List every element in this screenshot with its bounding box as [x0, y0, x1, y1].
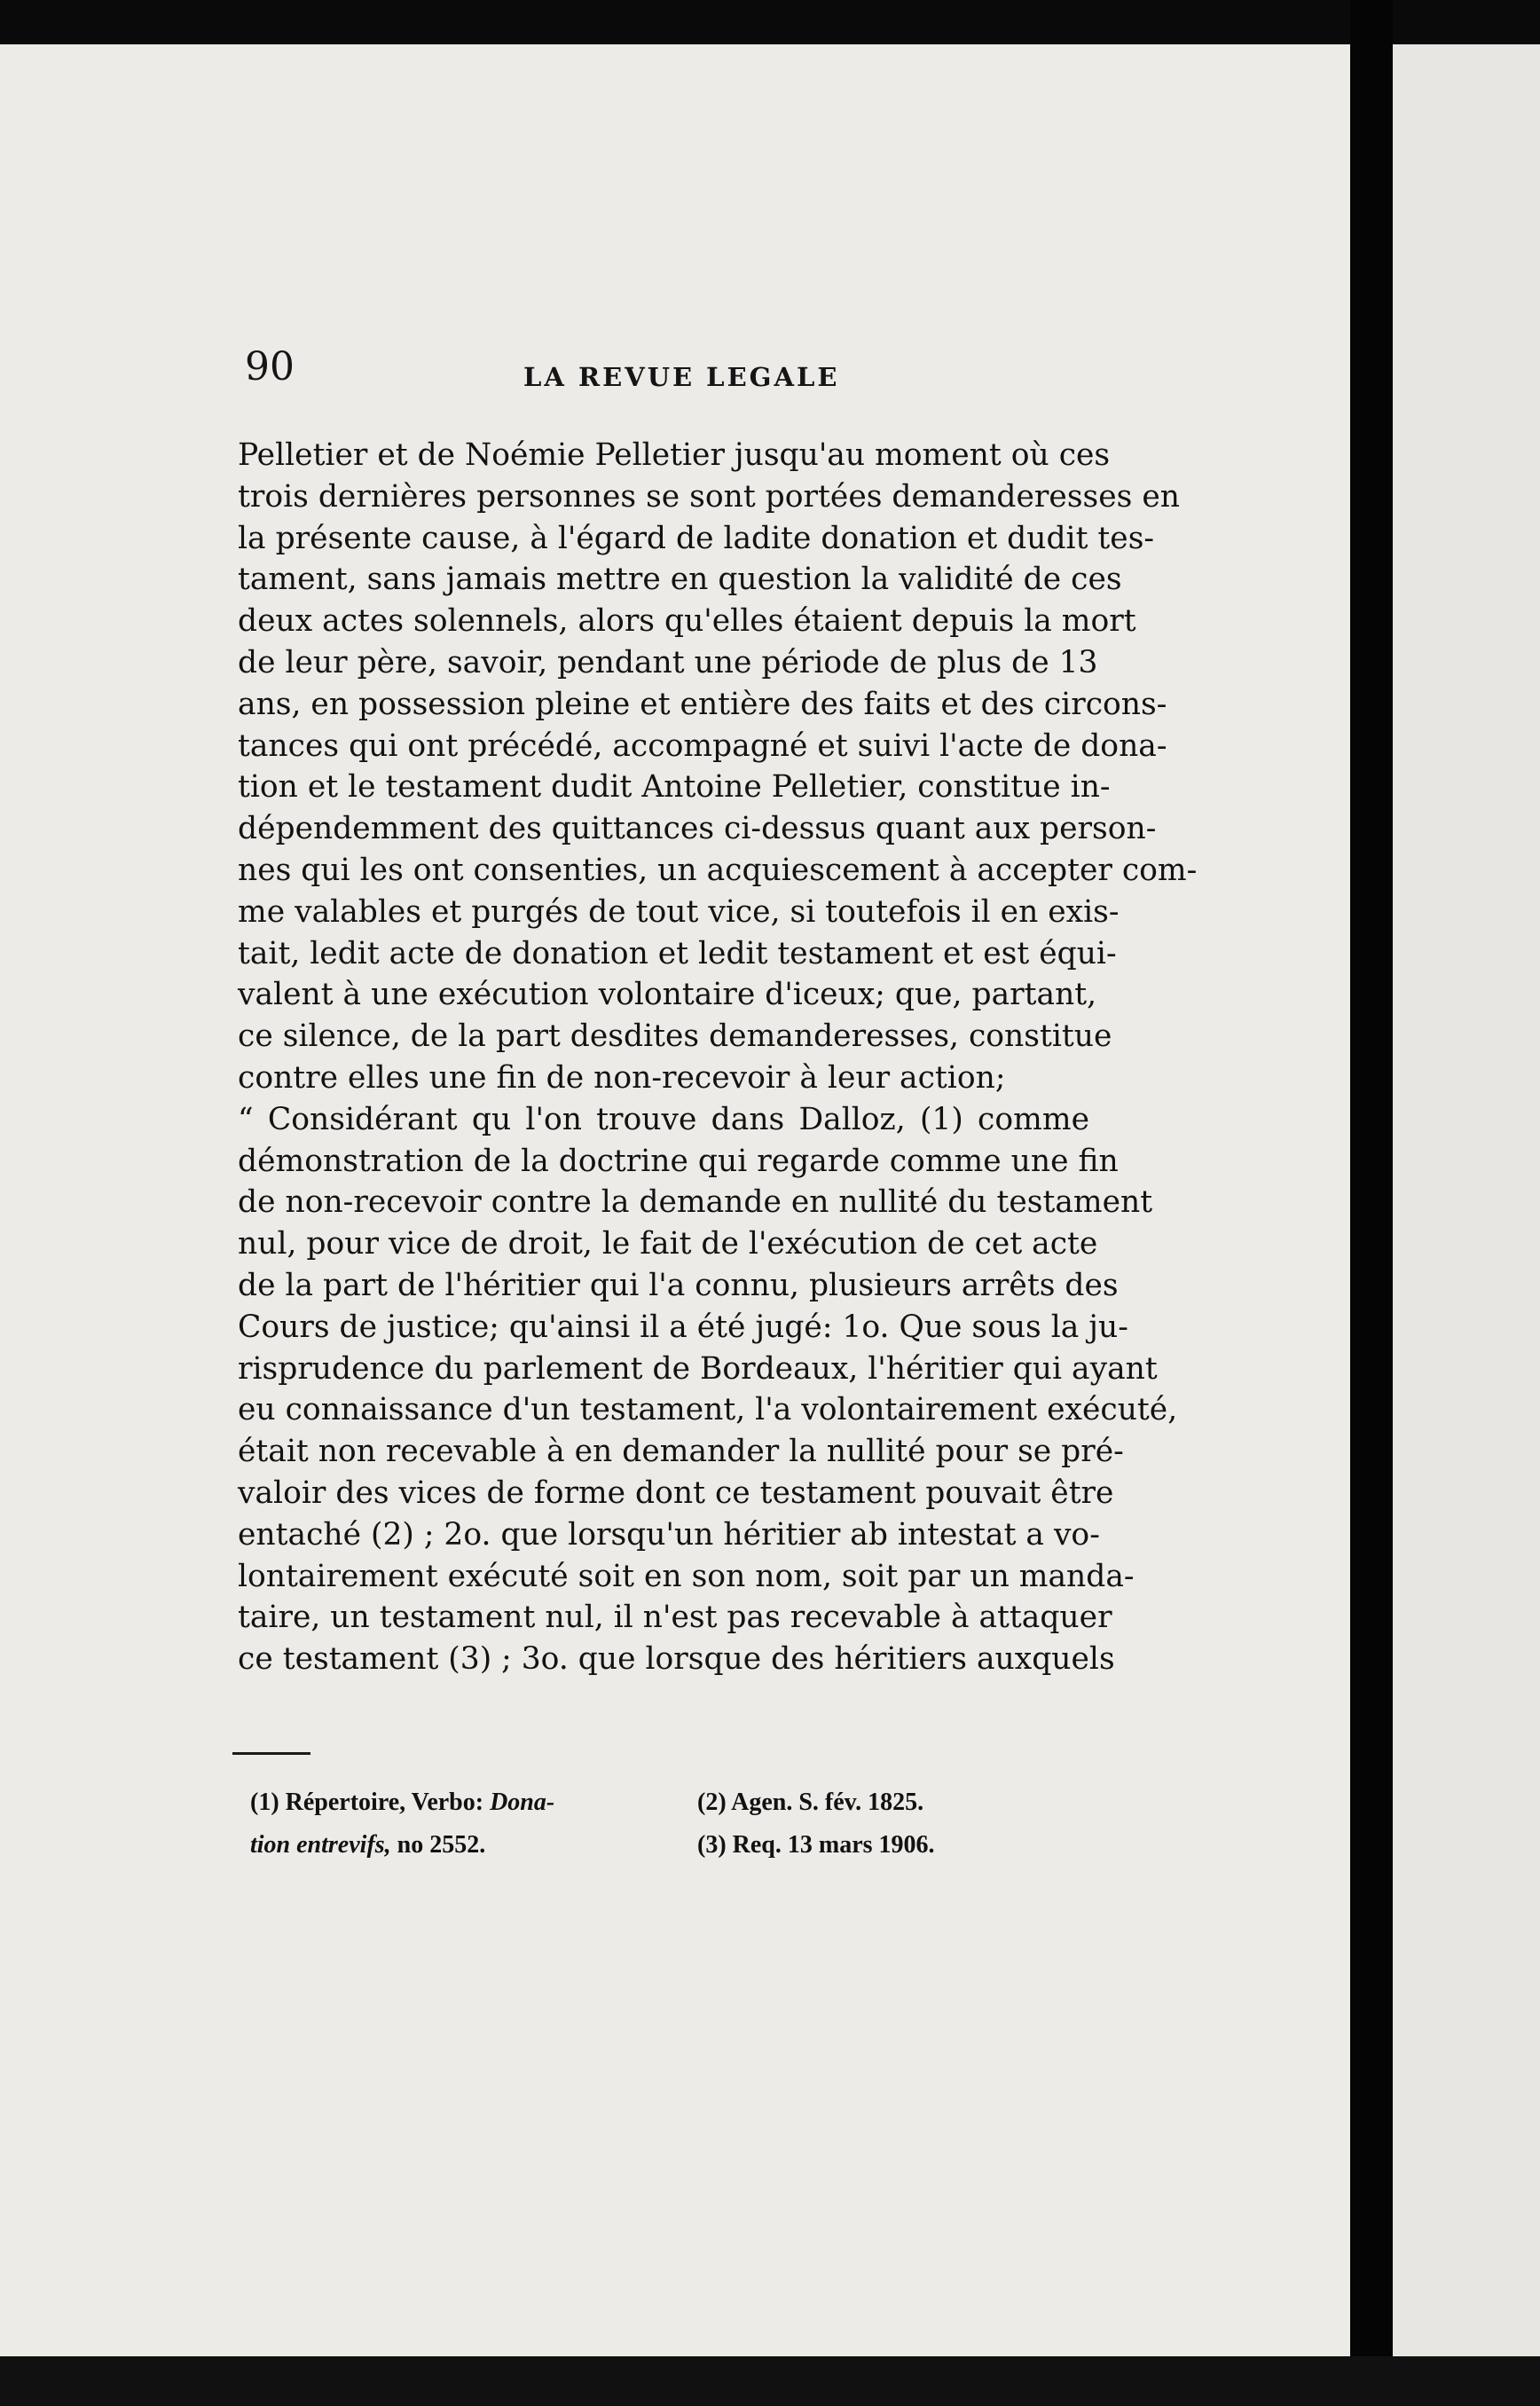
- text-line: dépendemment des quittances ci-dessus quant aux person-: [238, 811, 1157, 847]
- page-number: 90: [245, 344, 295, 389]
- text-line: eu connaissance d'un testament, l'a volontairement exécuté,: [238, 1392, 1178, 1428]
- footnote-1: [250, 1781, 676, 1867]
- facing-page-edge: [1393, 44, 1540, 2356]
- text-line: tament, sans jamais mettre en question la validité de ces: [238, 562, 1122, 598]
- text-line: tances qui ont précédé, accompagné et suivi l'acte de dona-: [238, 727, 1167, 764]
- footnote-2: (2) Agen. S. fév. 1825.: [697, 1789, 924, 1816]
- text-line: lontairement exécuté soit en son nom, soit par un manda-: [238, 1558, 1135, 1594]
- text-line: Pelletier et de Noémie Pelletier jusqu'au moment où ces: [238, 437, 1111, 473]
- text-line: tion et le testament dudit Antoine Pelletier, constitue in-: [238, 769, 1111, 806]
- text-line: taire, un testament nul, il n'est pas recevable à attaquer: [238, 1600, 1112, 1636]
- text-line: entaché (2) ; 2o. que lorsqu'un héritier ab intestat a vo-: [238, 1516, 1100, 1553]
- text-line: nes qui les ont consenties, un acquiescement à accepter com-: [238, 852, 1198, 888]
- text-line: valoir des vices de forme dont ce testament pouvait être: [238, 1474, 1114, 1511]
- footnote-3: (3) Req. 13 mars 1906.: [697, 1831, 935, 1859]
- text-line: tait, ledit acte de donation et ledit testament et est équi-: [238, 935, 1117, 971]
- text-line: me valables et purgés de tout vice, si toutefois il en exis-: [238, 893, 1120, 930]
- scan-border-bottom: [0, 2356, 1540, 2406]
- text-line: ans, en possession pleine et entière des faits et des circons-: [238, 686, 1167, 722]
- scan-border-top: [0, 0, 1540, 44]
- text-line: de la part de l'héritier qui l'a connu, plusieurs arrêts des: [238, 1267, 1119, 1303]
- text-line: était non recevable à en demander la nullité pour se pré-: [238, 1434, 1124, 1470]
- body-text: [238, 435, 1198, 1680]
- text-line: démonstration de la doctrine qui regarde comme une fin: [238, 1143, 1119, 1179]
- footnote-1-suffix: no 2552.: [390, 1831, 486, 1859]
- text-line: la présente cause, à l'égard de ladite donation et dudit tes-: [238, 520, 1155, 556]
- book-gutter: [1350, 0, 1393, 2406]
- text-line: risprudence du parlement de Bordeaux, l'héritier qui ayant: [238, 1350, 1158, 1387]
- footnote-1-italic-a: Dona-: [490, 1789, 555, 1816]
- text-line: valent à une exécution volontaire d'iceux; que, partant,: [238, 977, 1097, 1013]
- footnote-1-prefix: (1) Répertoire, Verbo:: [250, 1789, 491, 1816]
- text-line: ce silence, de la part desdites demanderesses, constitue: [238, 1018, 1112, 1055]
- text-line: “ Considérant qu l'on trouve dans Dalloz, (1) comme: [238, 1101, 1089, 1137]
- text-line: contre elles une fin de non-recevoir à leur action;: [238, 1059, 1006, 1096]
- text-line: nul, pour vice de droit, le fait de l'exécution de cet acte: [238, 1226, 1098, 1262]
- text-line: ce testament (3) ; 3o. que lorsque des héritiers auxquels: [238, 1641, 1115, 1678]
- text-line: deux actes solennels, alors qu'elles étaient depuis la mort: [238, 603, 1136, 640]
- footnotes-2-3: [697, 1781, 1070, 1867]
- running-head: LA REVUE LEGALE: [523, 362, 840, 392]
- text-line: de non-recevoir contre la demande en nullité du testament: [238, 1184, 1153, 1221]
- text-line: Cours de justice; qu'ainsi il a été jugé: 1o. Que sous la ju-: [238, 1309, 1128, 1345]
- footnote-1-italic-b: tion entrevifs,: [250, 1831, 391, 1859]
- footnote-rule: [232, 1752, 310, 1755]
- text-line: trois dernières personnes se sont portées demanderesses en: [238, 478, 1180, 515]
- text-line: de leur père, savoir, pendant une période de plus de 13: [238, 644, 1098, 680]
